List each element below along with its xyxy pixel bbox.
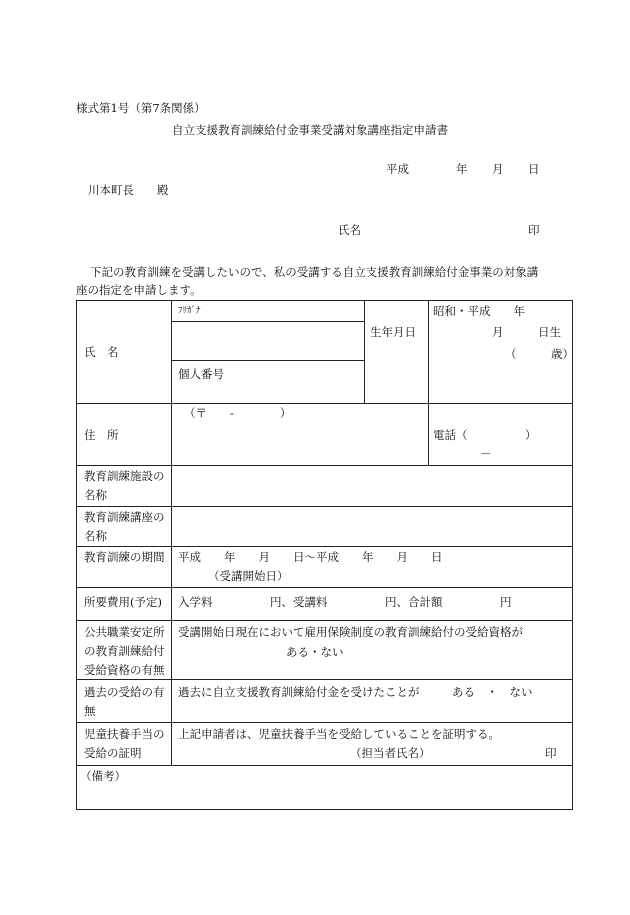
phone-dash: －	[480, 447, 492, 461]
address-phone-divider	[428, 403, 429, 465]
facility-label-1: 教育訓練施設の	[84, 469, 165, 483]
course-label-1: 教育訓練講座の	[84, 510, 165, 524]
period-note: （受講開始日）	[208, 569, 289, 583]
personal-number-topline	[171, 360, 365, 361]
child-label-1: 児童扶養手当の	[84, 727, 165, 741]
addressee: 川本町長 殿	[88, 183, 169, 197]
table-border-right	[572, 300, 573, 810]
past-choice: ある ・ ない	[452, 685, 533, 699]
birth-column-right	[428, 300, 429, 403]
facility-label-2: 名称	[84, 488, 107, 502]
name-label: 氏 名	[84, 345, 119, 359]
cost-label: 所要費用(予定)	[84, 595, 162, 609]
row-sep-period	[76, 587, 573, 588]
period-label: 教育訓練の期間	[84, 550, 165, 564]
past-text: 過去に自立支援教育訓練給付金を受けたことが	[178, 685, 420, 699]
applicant-name-label: 氏名	[338, 223, 361, 237]
child-label-2: 受給の証明	[84, 746, 142, 760]
form-number: 様式第1号（第7条関係）	[76, 101, 206, 115]
remarks-label: （備考）	[80, 769, 126, 783]
label-column-divider	[171, 300, 172, 765]
cost-value: 入学料 円、受講料 円、合計額 円	[178, 595, 512, 609]
phone-label: 電話（ ）	[433, 428, 537, 442]
row-sep-name	[76, 403, 573, 404]
period-value: 平成 年 月 日～平成 年 月 日	[178, 550, 443, 564]
applicant-seal-mark: 印	[528, 223, 540, 237]
date-year: 年	[456, 162, 468, 176]
past-label-2: 無	[84, 704, 96, 718]
age-field: （ 歳）	[505, 347, 574, 361]
intro-line-2: 座の指定を申請します。	[76, 283, 202, 297]
hellowork-text: 受講開始日現在において雇用保険制度の教育訓練給付の受給資格が	[178, 625, 523, 639]
personal-number-label: 個人番号	[178, 367, 224, 381]
birth-era: 昭和・平成 年	[433, 304, 525, 318]
row-sep-cost	[76, 620, 573, 621]
child-staff-name: （担当者氏名）	[350, 746, 431, 760]
child-seal-mark: 印	[545, 746, 557, 760]
birth-month-day: 月 日生	[492, 325, 561, 339]
row-sep-past	[76, 722, 573, 723]
past-label-1: 過去の受給の有	[84, 685, 165, 699]
date-month: 月	[492, 162, 504, 176]
furigana-label: ﾌﾘｶﾞﾅ	[178, 306, 201, 316]
course-label-2: 名称	[84, 529, 107, 543]
child-text: 上記申請者は、児童扶養手当を受給していることを証明する。	[178, 727, 500, 741]
table-border-left	[76, 300, 77, 810]
address-label: 住 所	[84, 428, 119, 442]
intro-line-1: 下記の教育訓練を受講したいので、私の受講する自立支援教育訓練給付金事業の対象講	[90, 265, 539, 279]
hellowork-label-2: の教育訓練給付	[84, 644, 165, 658]
birth-column-left	[364, 300, 365, 403]
table-border-bottom	[76, 809, 573, 810]
birth-date-label: 生年月日	[370, 325, 416, 339]
date-era: 平成	[386, 162, 409, 176]
furigana-underline	[171, 321, 365, 322]
date-day: 日	[528, 162, 540, 176]
row-sep-child	[76, 765, 573, 766]
form-title: 自立支援教育訓練給付金事業受講対象講座指定申請書	[172, 123, 448, 137]
hellowork-label-1: 公共職業安定所	[84, 625, 165, 639]
hellowork-choice: ある・ない	[286, 645, 344, 659]
postal-code: （〒 - ）	[184, 406, 292, 420]
hellowork-label-3: 受給資格の有無	[84, 663, 165, 677]
